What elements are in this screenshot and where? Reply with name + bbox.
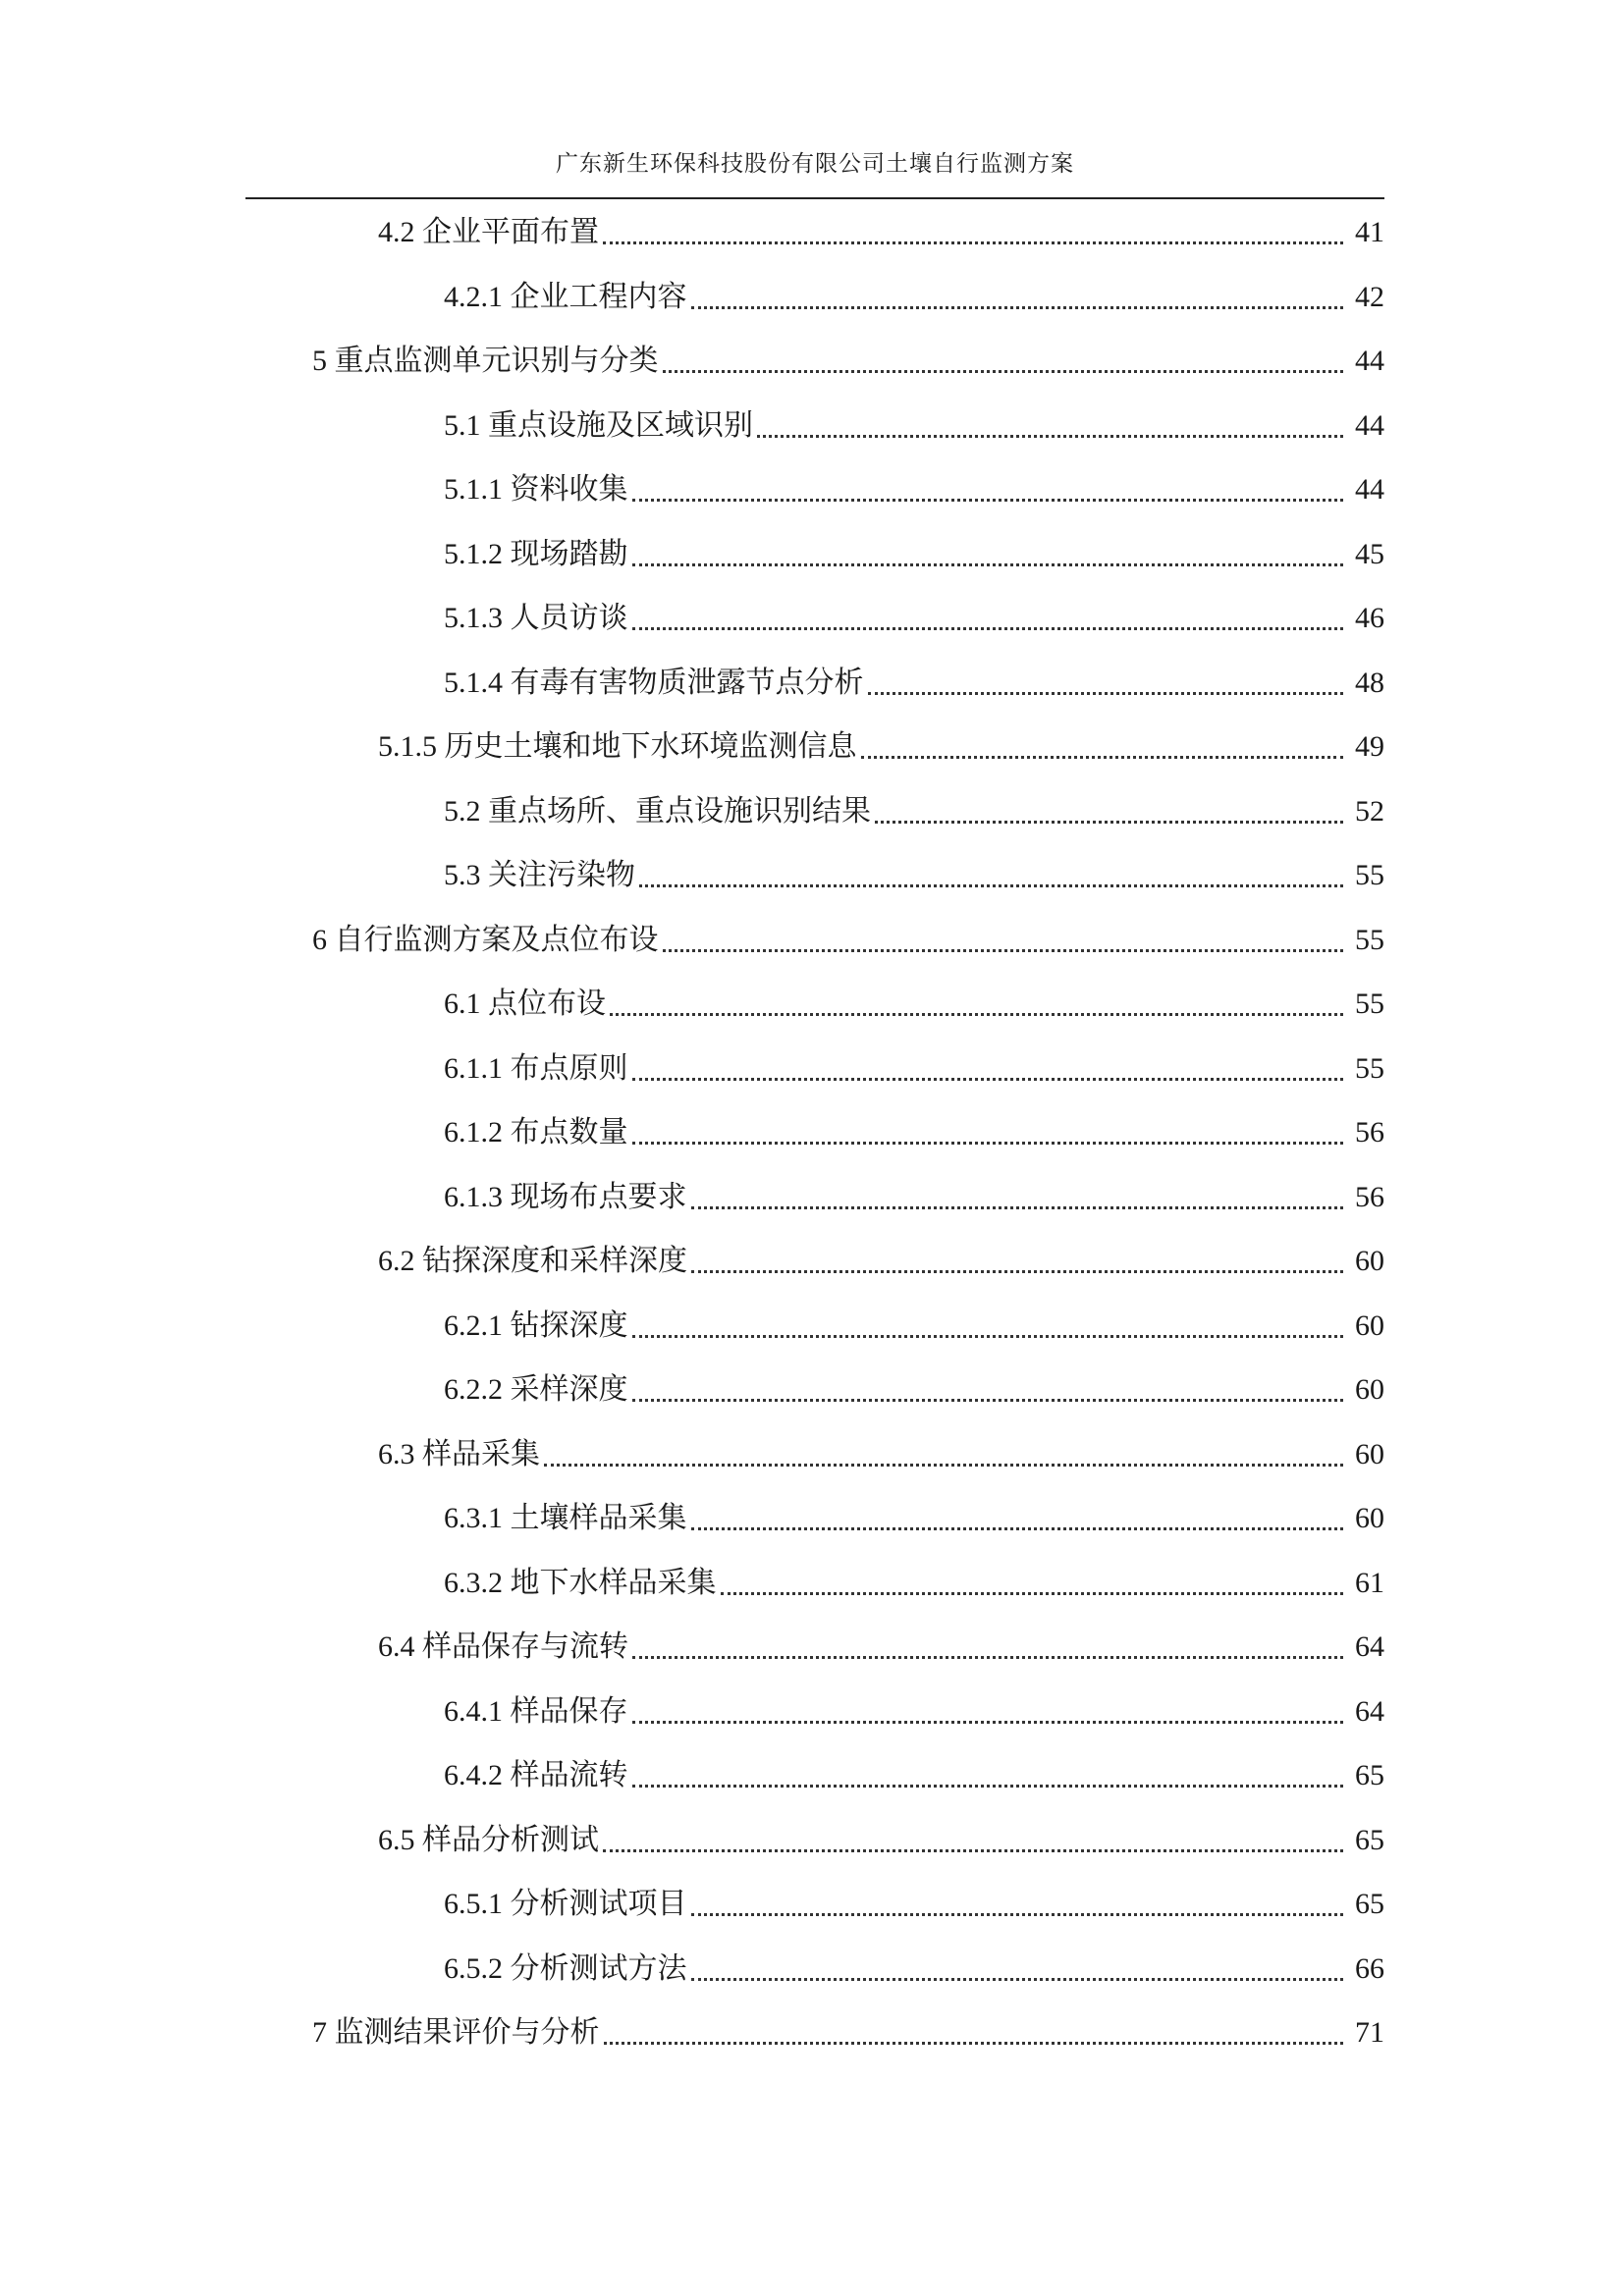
toc-entry[interactable] (444, 790, 1384, 833)
toc-entry[interactable] (312, 2011, 1384, 2055)
toc-dot-leader (691, 1270, 1343, 1273)
toc-entry-label: 5.1.3 人员访谈 (444, 602, 628, 634)
toc-entry-page-number: 55 (1355, 1052, 1384, 1085)
toc-entry-page-number: 46 (1355, 602, 1384, 634)
toc-dot-leader (632, 1142, 1344, 1145)
toc-entry-page-number: 56 (1355, 1181, 1384, 1213)
toc-entry-page-number: 60 (1355, 1309, 1384, 1342)
toc-entry[interactable] (378, 1626, 1384, 1669)
toc-entry[interactable] (444, 662, 1384, 705)
toc-entry[interactable] (378, 1819, 1384, 1862)
toc-entry-label: 5.3 关注污染物 (444, 859, 635, 891)
toc-entry-page-number: 64 (1355, 1630, 1384, 1663)
toc-entry[interactable] (444, 468, 1384, 511)
toc-dot-leader (721, 1592, 1344, 1595)
toc-entry-label: 6.4.2 样品流转 (444, 1759, 628, 1791)
toc-entry-label: 6.3 样品采集 (378, 1438, 540, 1470)
toc-entry[interactable] (444, 404, 1384, 448)
toc-entry-page-number: 56 (1355, 1116, 1384, 1148)
toc-entry[interactable] (444, 1047, 1384, 1091)
toc-dot-leader (544, 1464, 1343, 1467)
toc-dot-leader (603, 241, 1343, 244)
toc-entry-page-number: 65 (1355, 1759, 1384, 1791)
toc-entry-label: 6.5 样品分析测试 (378, 1824, 599, 1856)
toc-entry-page-number: 44 (1355, 345, 1384, 377)
toc-entry-page-number: 66 (1355, 1952, 1384, 1985)
toc-entry-label: 5.1.2 现场踏勘 (444, 538, 628, 570)
toc-entry-label: 6.4 样品保存与流转 (378, 1630, 628, 1663)
toc-entry-label: 7 监测结果评价与分析 (312, 2016, 600, 2049)
toc-entry-page-number: 45 (1355, 538, 1384, 570)
toc-entry-page-number: 60 (1355, 1373, 1384, 1406)
toc-entry-page-number: 65 (1355, 1824, 1384, 1856)
toc-dot-leader (691, 306, 1344, 309)
toc-entry[interactable] (444, 533, 1384, 576)
toc-entry-label: 5.1.4 有毒有害物质泄露节点分析 (444, 667, 864, 699)
toc-dot-leader (691, 1206, 1344, 1209)
toc-dot-leader (632, 627, 1344, 630)
toc-dot-leader (632, 1785, 1344, 1788)
toc-entry-label: 6.3.1 土壤样品采集 (444, 1502, 687, 1534)
toc-entry[interactable] (444, 276, 1384, 319)
toc-dot-leader (632, 1656, 1343, 1659)
toc-entry[interactable] (444, 1948, 1384, 1991)
toc-entry-label: 5.1.1 资料收集 (444, 473, 628, 506)
toc-entry-label: 6.2.2 采样深度 (444, 1373, 628, 1406)
toc-entry-label: 6.4.1 样品保存 (444, 1695, 628, 1728)
toc-dot-leader (632, 1721, 1344, 1724)
toc-entry-page-number: 55 (1355, 924, 1384, 956)
toc-entry[interactable] (312, 340, 1384, 383)
toc-entry-label: 5.2 重点场所、重点设施识别结果 (444, 795, 871, 828)
toc-entry-page-number: 41 (1355, 216, 1384, 248)
toc-entry-page-number: 55 (1355, 988, 1384, 1020)
toc-entry-label: 6 自行监测方案及点位布设 (312, 924, 659, 956)
toc-entry[interactable] (444, 1368, 1384, 1412)
toc-entry[interactable] (312, 919, 1384, 962)
toc-entry-label: 6.1.2 布点数量 (444, 1116, 628, 1148)
toc-entry-label: 6.5.2 分析测试方法 (444, 1952, 687, 1985)
toc-entry[interactable] (444, 1690, 1384, 1734)
toc-entry[interactable] (444, 983, 1384, 1026)
toc-entry-page-number: 60 (1355, 1245, 1384, 1277)
toc-entry-label: 6.2 钻探深度和采样深度 (378, 1245, 687, 1277)
toc-entry-page-number: 65 (1355, 1888, 1384, 1920)
toc-entry[interactable] (444, 1111, 1384, 1154)
toc-dot-leader (632, 563, 1344, 566)
toc-entry[interactable] (444, 1497, 1384, 1540)
toc-entry-page-number: 44 (1355, 409, 1384, 442)
toc-entry-label: 4.2 企业平面布置 (378, 216, 599, 248)
toc-entry-page-number: 52 (1355, 795, 1384, 828)
toc-dot-leader (691, 1913, 1344, 1916)
toc-entry[interactable] (378, 211, 1384, 254)
toc-entry-label: 5 重点监测单元识别与分类 (312, 345, 659, 377)
toc-entry-page-number: 64 (1355, 1695, 1384, 1728)
toc-dot-leader (663, 949, 1344, 952)
toc-entry[interactable] (444, 1883, 1384, 1926)
toc-entry-page-number: 48 (1355, 667, 1384, 699)
toc-entry[interactable] (378, 725, 1384, 769)
toc-entry-page-number: 42 (1355, 281, 1384, 313)
toc-entry[interactable] (444, 1305, 1384, 1348)
toc-entry-page-number: 61 (1355, 1567, 1384, 1599)
toc-entry-page-number: 60 (1355, 1502, 1384, 1534)
toc-entry-page-number: 60 (1355, 1438, 1384, 1470)
toc-entry[interactable] (444, 854, 1384, 897)
toc-dot-leader (639, 884, 1343, 887)
toc-entry-label: 4.2.1 企业工程内容 (444, 281, 687, 313)
toc-dot-leader (632, 1335, 1344, 1338)
toc-entry[interactable] (378, 1240, 1384, 1283)
toc-dot-leader (632, 499, 1344, 502)
toc-dot-leader (868, 692, 1344, 695)
toc-entry-label: 6.1.3 现场布点要求 (444, 1181, 687, 1213)
toc-dot-leader (861, 756, 1344, 759)
toc-dot-leader (875, 821, 1343, 824)
toc-dot-leader (757, 435, 1343, 438)
toc-entry-label: 6.1 点位布设 (444, 988, 606, 1020)
toc-entry[interactable] (378, 1433, 1384, 1476)
toc-dot-leader (691, 1527, 1344, 1530)
toc-entry-label: 6.3.2 地下水样品采集 (444, 1567, 717, 1599)
toc-dot-leader (604, 2042, 1344, 2045)
toc-entry-page-number: 71 (1355, 2016, 1384, 2049)
toc-dot-leader (603, 1849, 1343, 1852)
toc-entry[interactable] (444, 1562, 1384, 1605)
toc-dot-leader (632, 1078, 1344, 1081)
toc-dot-leader (632, 1399, 1344, 1402)
toc-dot-leader (610, 1013, 1343, 1016)
toc-entry-label: 6.5.1 分析测试项目 (444, 1888, 687, 1920)
toc-entry-label: 5.1 重点设施及区域识别 (444, 409, 753, 442)
toc-entry[interactable] (444, 597, 1384, 640)
toc-entry-label: 6.1.1 布点原则 (444, 1052, 628, 1085)
toc-entry[interactable] (444, 1176, 1384, 1219)
toc-entry-page-number: 55 (1355, 859, 1384, 891)
toc-dot-leader (663, 370, 1344, 373)
toc-dot-leader (691, 1978, 1344, 1981)
toc-entry-label: 6.2.1 钻探深度 (444, 1309, 628, 1342)
toc-entry-page-number: 44 (1355, 473, 1384, 506)
toc-entry[interactable] (444, 1754, 1384, 1797)
toc-entry-label: 5.1.5 历史土壤和地下水环境监测信息 (378, 730, 857, 763)
toc-entry-page-number: 49 (1355, 730, 1384, 763)
page-header-title: 广东新生环保科技股份有限公司土壤自行监测方案 (556, 151, 1074, 176)
